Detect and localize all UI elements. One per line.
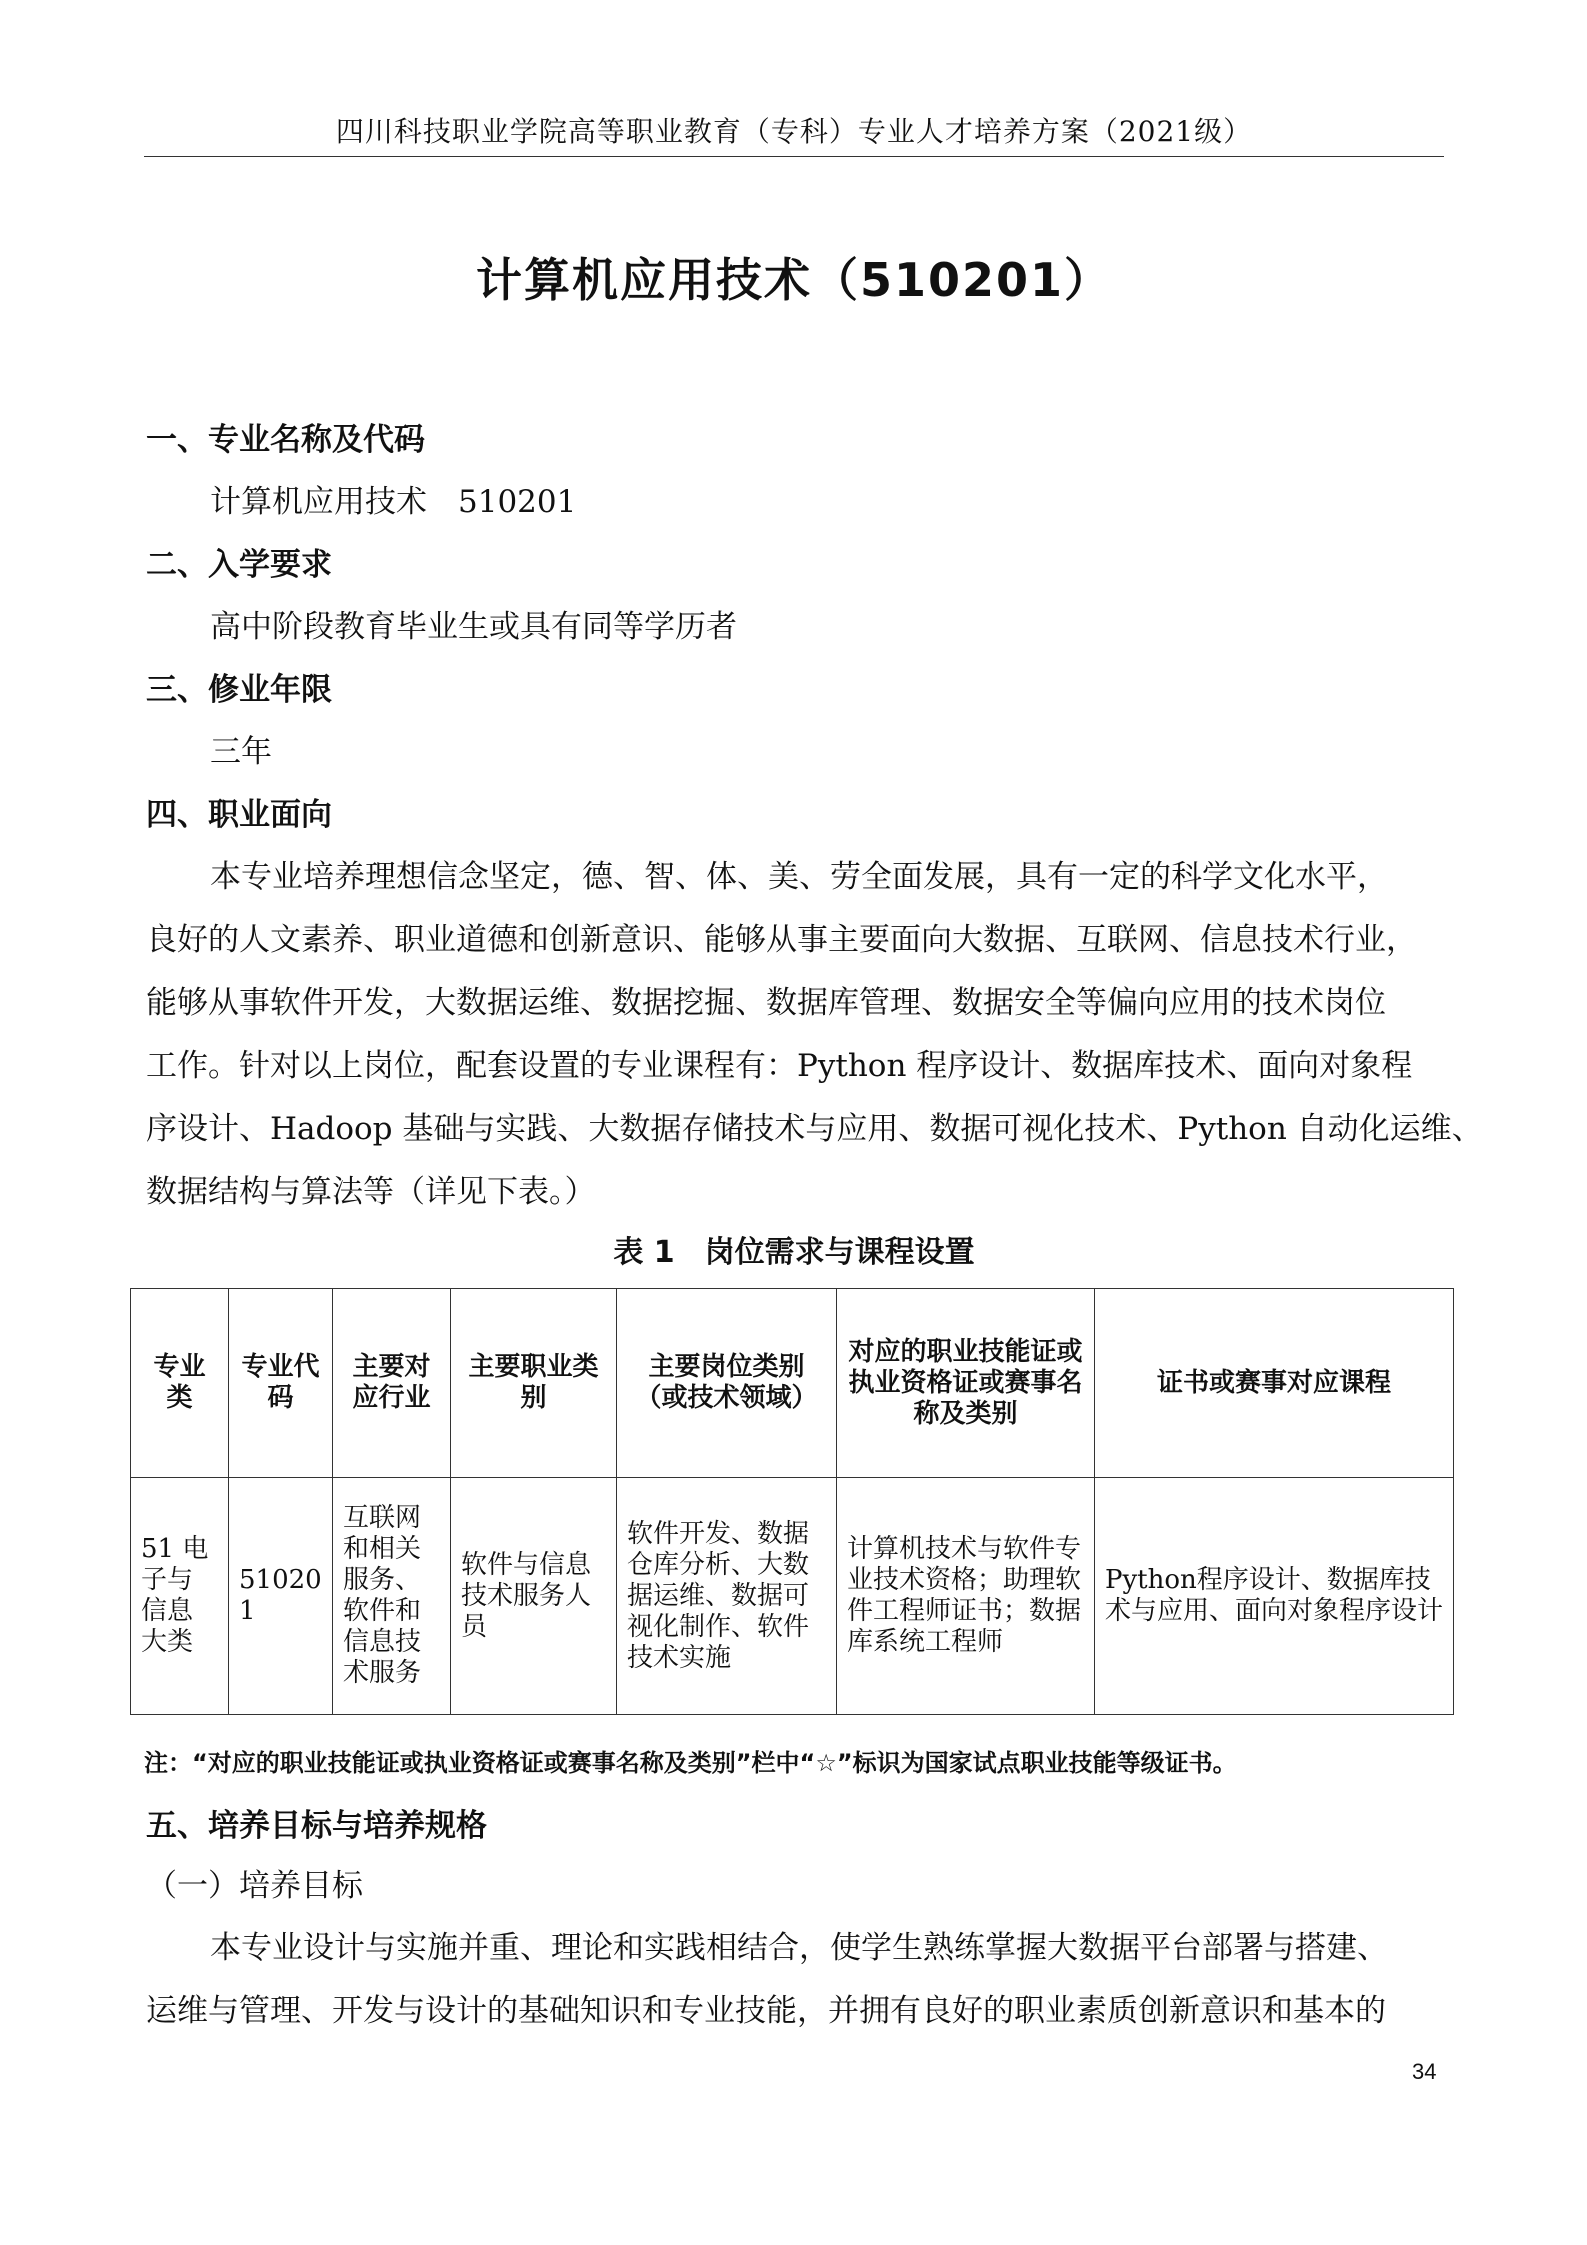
section-heading-5: 五、培养目标与培养规格 xyxy=(146,1808,487,1844)
table-row xyxy=(131,1478,1454,1715)
table-header-row xyxy=(131,1289,1454,1478)
subsection-heading: （一）培养目标 xyxy=(146,1868,363,1904)
page-header: 四川科技职业学院高等职业教育（专科）专业人才培养方案（2021级） xyxy=(144,112,1444,157)
paragraph-line: 数据结构与算法等（详见下表。） xyxy=(146,1174,596,1210)
paragraph-line: 工作。针对以上岗位，配套设置的专业课程有：Python 程序设计、数据库技术、面向对象程 xyxy=(146,1048,1413,1084)
table-cell: Python程序设计、数据库技术与应用、面向对象程序设计 xyxy=(1095,1478,1454,1715)
table-cell: 51 电子与信息大类 xyxy=(131,1478,229,1715)
section-heading-3: 三、修业年限 xyxy=(146,672,332,708)
section-heading-1: 一、专业名称及代码 xyxy=(146,422,425,458)
paragraph-line: 序设计、Hadoop 基础与实践、大数据存储技术与应用、数据可视化技术、Python 自动化运维、 xyxy=(146,1111,1483,1147)
table-caption: 表 1 岗位需求与课程设置 xyxy=(613,1235,975,1270)
header-cell: 证书或赛事对应课程 xyxy=(1095,1289,1454,1478)
paragraph-line: 本专业培养理想信念坚定，德、智、体、美、劳全面发展，具有一定的科学文化水平， xyxy=(210,859,1388,895)
job-requirements-table xyxy=(130,1288,1454,1715)
paragraph-line: 本专业设计与实施并重、理论和实践相结合，使学生熟练掌握大数据平台部署与搭建、 xyxy=(210,1930,1388,1966)
page-number: 34 xyxy=(1412,2059,1437,2084)
table-cell: 510201 xyxy=(229,1478,333,1715)
header-cell: 主要职业类别 xyxy=(451,1289,617,1478)
section-heading-4: 四、职业面向 xyxy=(146,797,332,833)
section-heading-2: 二、入学要求 xyxy=(146,547,332,583)
table-cell: 计算机技术与软件专业技术资格；助理软件工程师证书；数据库系统工程师 xyxy=(837,1478,1095,1715)
paragraph-line: 能够从事软件开发，大数据运维、数据挖掘、数据库管理、数据安全等偏向应用的技术岗位 xyxy=(146,985,1386,1021)
table-cell: 软件开发、数据仓库分析、大数据运维、数据可视化制作、软件技术实施 xyxy=(617,1478,837,1715)
paragraph-line: 良好的人文素养、职业道德和创新意识、能够从事主要面向大数据、互联网、信息技术行业， xyxy=(146,922,1417,958)
header-cell: 对应的职业技能证或执业资格证或赛事名称及类别 xyxy=(837,1289,1095,1478)
header-cell: 专业类 xyxy=(131,1289,229,1478)
section-2-content: 高中阶段教育毕业生或具有同等学历者 xyxy=(210,609,737,645)
document-title: 计算机应用技术（510201） xyxy=(475,253,1113,307)
header-cell: 专业代码 xyxy=(229,1289,333,1478)
table-note: 注：“对应的职业技能证或执业资格证或赛事名称及类别”栏中“☆”标识为国家试点职业技能等级证书。 xyxy=(144,1749,1237,1777)
header-cell: 主要对应行业 xyxy=(333,1289,451,1478)
paragraph-line: 运维与管理、开发与设计的基础知识和专业技能，并拥有良好的职业素质创新意识和基本的 xyxy=(146,1993,1386,2029)
table-cell: 互联网和相关服务、软件和信息技术服务 xyxy=(333,1478,451,1715)
section-1-content: 计算机应用技术 510201 xyxy=(210,484,577,520)
section-3-content: 三年 xyxy=(210,734,272,770)
header-cell: 主要岗位类别（或技术领域） xyxy=(617,1289,837,1478)
table-cell: 软件与信息技术服务人员 xyxy=(451,1478,617,1715)
